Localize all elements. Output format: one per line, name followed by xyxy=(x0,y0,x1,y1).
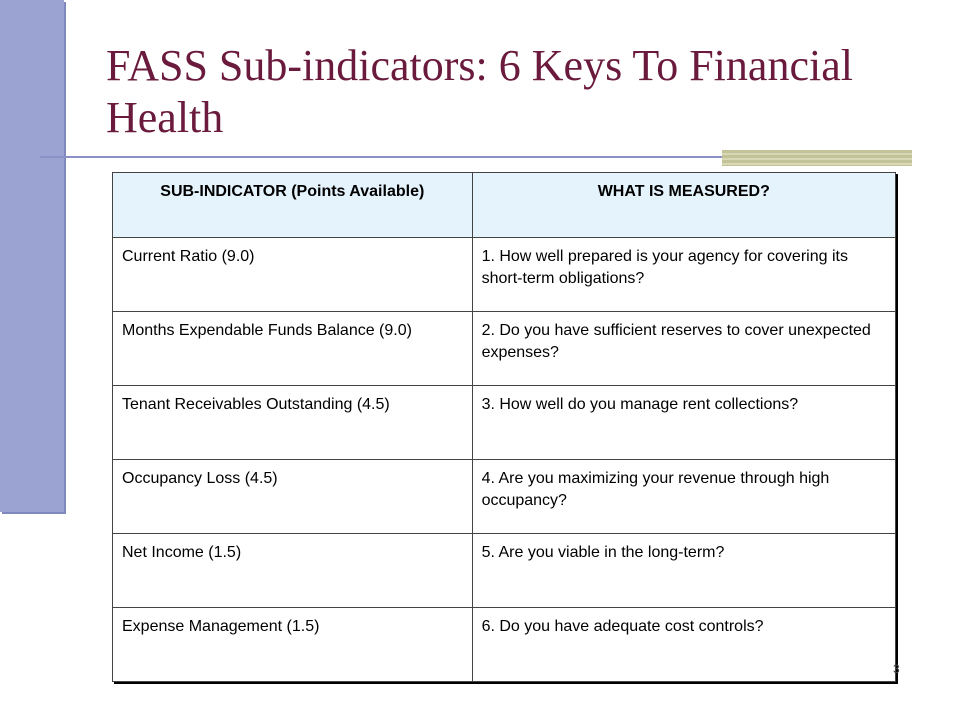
sub-indicator-cell: Net Income (1.5) xyxy=(113,534,473,608)
table-row xyxy=(113,238,896,312)
title-underline xyxy=(40,156,840,158)
page-number: 3 xyxy=(893,662,900,676)
sub-indicator-cell: Expense Management (1.5) xyxy=(113,608,473,682)
table-row xyxy=(113,386,896,460)
measured-cell: 2. Do you have sufficient reserves to cover unexpected expenses? xyxy=(472,312,895,386)
table-row xyxy=(113,608,896,682)
sub-indicator-cell: Tenant Receivables Outstanding (4.5) xyxy=(113,386,473,460)
table-row xyxy=(113,312,896,386)
table-row xyxy=(113,460,896,534)
sub-indicator-cell: Months Expendable Funds Balance (9.0) xyxy=(113,312,473,386)
accent-block xyxy=(722,150,912,166)
sub-indicators-table xyxy=(112,172,896,682)
header-what-is-measured: WHAT IS MEASURED? xyxy=(472,173,895,238)
sub-indicator-cell: Current Ratio (9.0) xyxy=(113,238,473,312)
slide-title: FASS Sub-indicators: 6 Keys To Financial Health xyxy=(106,41,853,142)
measured-cell: 5. Are you viable in the long-term? xyxy=(472,534,895,608)
header-sub-indicator: SUB-INDICATOR (Points Available) xyxy=(113,173,473,238)
table-header-row xyxy=(113,173,896,238)
measured-cell: 1. How well prepared is your agency for covering its short-term obligations? xyxy=(472,238,895,312)
measured-cell: 3. How well do you manage rent collections? xyxy=(472,386,895,460)
measured-cell: 4. Are you maximizing your revenue through high occupancy? xyxy=(472,460,895,534)
sub-indicator-cell: Occupancy Loss (4.5) xyxy=(113,460,473,534)
measured-cell: 6. Do you have adequate cost controls? xyxy=(472,608,895,682)
table-row xyxy=(113,534,896,608)
left-decorative-bar xyxy=(0,0,64,512)
